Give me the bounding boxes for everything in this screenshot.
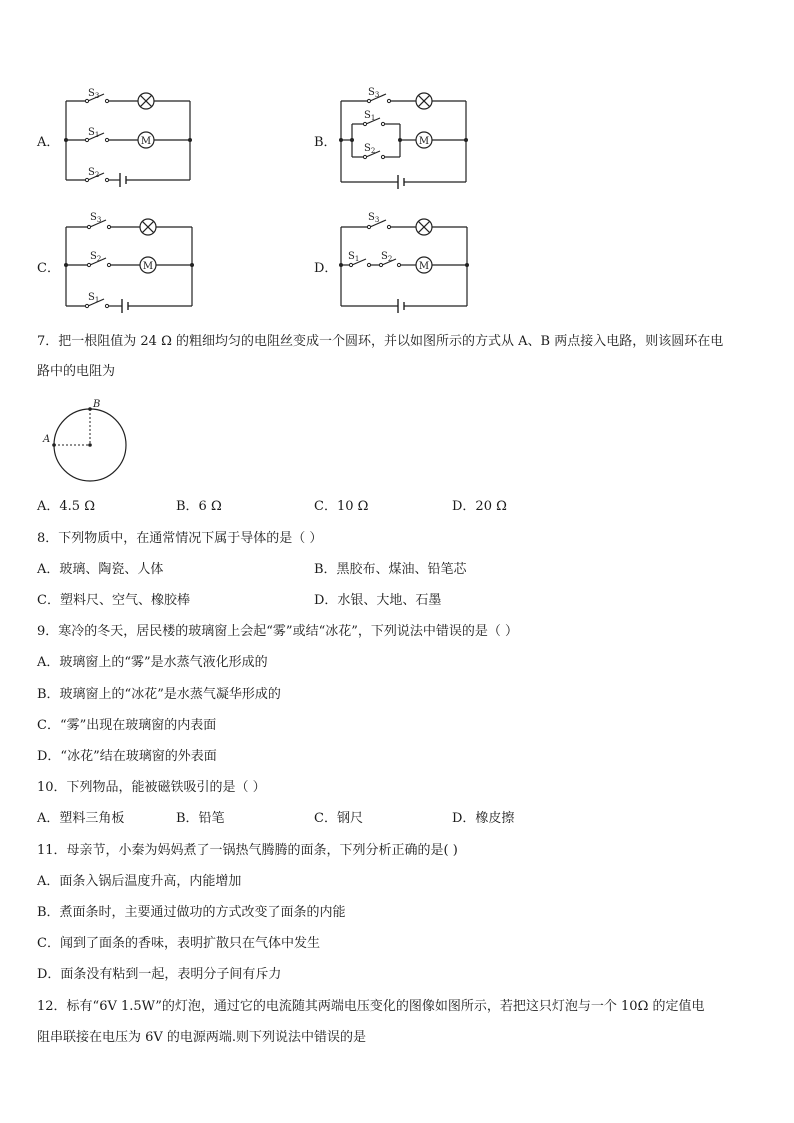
motor-label: M	[418, 136, 430, 147]
q7-ring-figure	[36, 395, 136, 485]
switch-label: $S_2$	[364, 143, 376, 155]
q8-stem: 8．下列物质中，在通常情况下属于导体的是（ ）	[37, 531, 323, 546]
motor-label: M	[418, 261, 430, 272]
q10-option-c[interactable]: C．钢尺	[314, 811, 363, 826]
q10-stem: 10．下列物品，能被磁铁吸引的是（ ）	[37, 780, 266, 795]
switch-label: $S_1$	[88, 127, 100, 139]
circuit-c	[66, 220, 192, 306]
q7-option-d[interactable]: D．20 Ω	[452, 499, 507, 514]
q6-circuits	[0, 0, 794, 320]
lamp-icon	[416, 219, 432, 235]
switch-label: $S_2$	[88, 167, 100, 179]
motor-label: M	[142, 261, 154, 272]
q10-option-a[interactable]: A．塑料三角板	[37, 811, 125, 826]
switch-label: $S_2$	[381, 251, 393, 263]
q9-option-d[interactable]: D．“冰花”结在玻璃窗的外表面	[37, 749, 217, 764]
switch-label: $S_1$	[364, 110, 376, 122]
q9-option-a[interactable]: A．玻璃窗上的“雾”是水蒸气液化形成的	[37, 655, 268, 670]
q10-option-d[interactable]: D．橡皮擦	[452, 811, 515, 826]
motor-label: M	[140, 136, 152, 147]
q8-option-a[interactable]: A．玻璃、陶瓷、人体	[37, 562, 164, 577]
q8-option-b[interactable]: B．黑胶布、煤油、铅笔芯	[314, 562, 467, 577]
switch-label: $S_3$	[368, 212, 380, 224]
q7-option-b[interactable]: B．6 Ω	[176, 499, 222, 514]
q9-stem: 9．寒冷的冬天，居民楼的玻璃窗上会起“雾”或结“冰花”，下列说法中错误的是（ ）	[37, 624, 518, 639]
lamp-icon	[416, 93, 432, 109]
lamp-icon	[138, 93, 154, 109]
q9-option-b[interactable]: B．玻璃窗上的“冰花”是水蒸气凝华形成的	[37, 687, 281, 702]
q7-option-c[interactable]: C．10 Ω	[314, 499, 369, 514]
switch-label: $S_3$	[368, 87, 380, 99]
q7-stem-line1: 7．把一根阻值为 24 Ω 的粗细均匀的电阻丝变成一个圆环，并以如图所示的方式从 A、B 两点接入电路，则该圆环在电	[37, 334, 724, 349]
switch-label: $S_3$	[90, 212, 102, 224]
circuit-d	[341, 220, 467, 306]
lamp-icon	[140, 219, 156, 235]
circuit-a	[66, 94, 190, 180]
q11-option-a[interactable]: A．面条入锅后温度升高，内能增加	[37, 874, 242, 889]
q9-option-c[interactable]: C．“雾”出现在玻璃窗的内表面	[37, 718, 217, 733]
q8-option-c[interactable]: C．塑料尺、空气、橡胶棒	[37, 593, 190, 608]
switch-label: $S_2$	[90, 251, 102, 263]
circuit-b	[341, 94, 466, 182]
q12-stem-line1: 12．标有“6V 1.5W”的灯泡，通过它的电流随其两端电压变化的图像如图所示，若把这只灯泡与一个 10Ω 的定值电	[37, 999, 705, 1014]
switch-label: $S_3$	[88, 88, 100, 100]
q12-stem-line2: 阻串联接在电压为 6V 的电源两端.则下列说法中错误的是	[37, 1030, 367, 1045]
q6-option-a-label: A．	[37, 135, 60, 150]
q7-option-a[interactable]: A．4.5 Ω	[37, 499, 95, 514]
q11-option-c[interactable]: C．闻到了面条的香味，表明扩散只在气体中发生	[37, 936, 320, 951]
q11-option-d[interactable]: D．面条没有粘到一起，表明分子间有斥力	[37, 967, 282, 982]
q7-stem-line2: 路中的电阻为	[37, 364, 116, 379]
switch-label: $S_1$	[88, 292, 100, 304]
q6-option-c-label: C．	[37, 261, 60, 276]
q8-option-d[interactable]: D．水银、大地、石墨	[314, 593, 442, 608]
q11-stem: 11．母亲节，小秦为妈妈煮了一锅热气腾腾的面条，下列分析正确的是( )	[37, 843, 458, 858]
q6-option-d-label: D．	[314, 261, 338, 276]
q10-option-b[interactable]: B．铅笔	[176, 811, 225, 826]
q11-option-b[interactable]: B．煮面条时，主要通过做功的方式改变了面条的内能	[37, 905, 346, 920]
point-a-label: A	[43, 434, 51, 445]
q6-option-b-label: B．	[314, 135, 337, 150]
switch-label: $S_1$	[348, 251, 360, 263]
point-b-label: B	[93, 399, 101, 410]
